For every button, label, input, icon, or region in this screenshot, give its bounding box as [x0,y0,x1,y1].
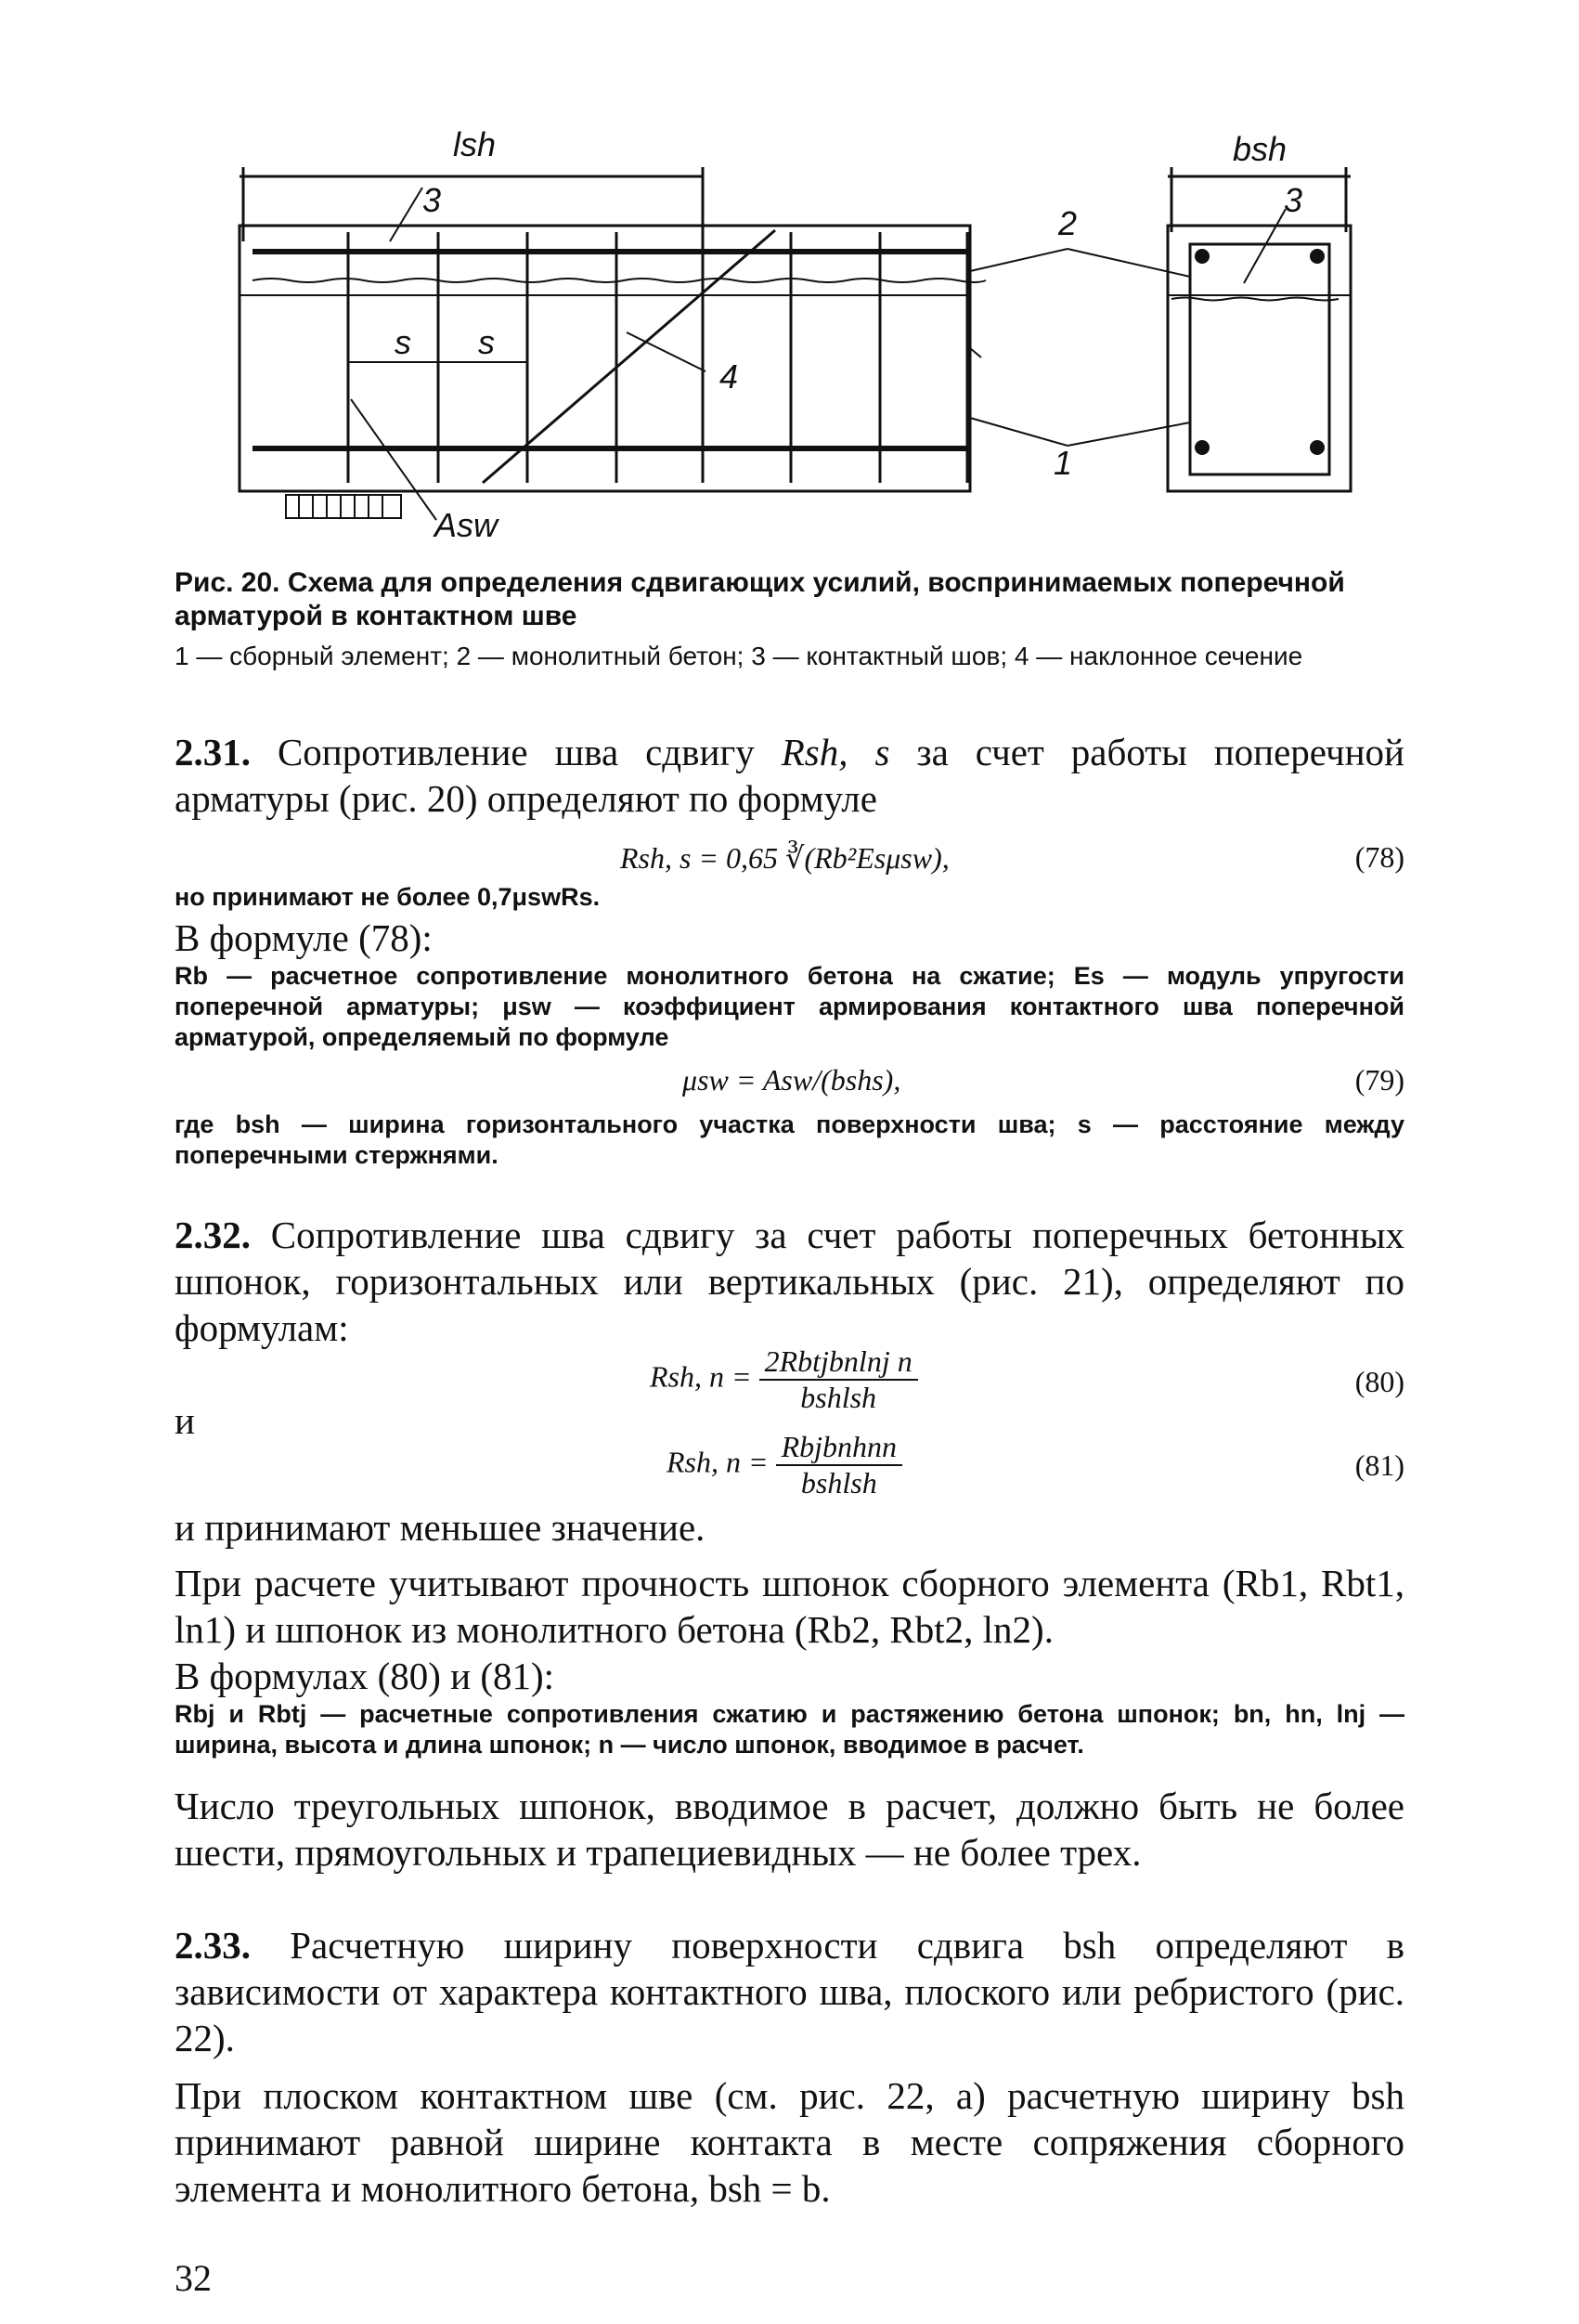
label-s-1: s [395,323,411,361]
formula-81-lhs: Rsh, n = [667,1445,769,1479]
label-2: 2 [1058,204,1078,242]
text: за счет работы поперечной арматуры (рис. 20) определяют по формуле [175,731,1404,820]
label-4: 4 [719,357,739,396]
section-2-31-intro [175,729,1404,822]
formula-80 [650,1344,918,1415]
label-lsh: lsh [453,125,497,163]
formula-81-fraction [776,1430,902,1500]
formula-80-lhs: Rsh, n = [650,1359,752,1394]
take-min-text: и принимают меньшее значение. [175,1506,705,1549]
formula-80-fraction [759,1344,918,1415]
formula-81 [667,1430,902,1500]
formula-80-81-definitions: Rbj и Rbtj — расчетные сопротивления сжатию и растяжению бетона шпонок; bn, hn, lnj — ширина, высота и длина шпонок; n — число шпонок, вводимое в расчет. [175,1700,1404,1759]
section-number: 2.32. [175,1214,251,1256]
section-2-33-intro [175,1922,1404,2061]
figure-caption-title: Рис. 20. Схема для определения сдвигающих усилий, воспринимаемых поперечной арматурой в контактном шве [175,567,1345,631]
formula-80-denominator: bshlsh [800,1381,877,1414]
section-2-32-intro [175,1212,1404,1351]
limit-text: но принимают не более 0,7μswRs. [175,883,601,911]
and-text: и [175,1399,195,1442]
key-count-text: Число треугольных шпонок, вводимое в расчет, должно быть не более шести, прямоугольных и трапециевидных — не более трех. [175,1785,1404,1874]
formula-79: μsw = Asw/(bshs), [682,1063,901,1097]
label-bsh: bsh [1233,130,1288,168]
label-asw: Asw [434,506,498,544]
flat-seam-text: При плоском контактном шве (см. рис. 22, а) расчетную ширину bsh принимают равной ширине контакта в месте сопряжения сборного элемента и монолитного бетона, bsh = b. [175,2074,1404,2210]
label-3-right: 3 [1284,181,1303,219]
text: Сопротивление шва сдвигу за счет работы поперечных бетонных шпонок, горизонтальных или вертикальных (рис. 21), определяют по формулам: [175,1214,1404,1349]
formula-81-denominator: bshlsh [800,1466,877,1500]
where-text: где bsh — ширина горизонтального участка поверхности шва; s — расстояние между поперечными стержнями. [175,1110,1404,1169]
section-number: 2.33. [175,1924,251,1967]
account-text: При расчете учитывают прочность шпонок сборного элемента (Rb1, Rbt1, ln1) и шпонок из монолитного бетона (Rb2, Rbt2, ln2). [175,1562,1404,1651]
eq-number-78: (78) [1354,840,1404,874]
in-formula-78: В формуле (78): [175,916,433,959]
eq-number-81: (81) [1354,1448,1404,1482]
formula-80-numerator: 2Rbtjbnlnj n [759,1344,918,1381]
eq-number-80: (80) [1354,1365,1404,1398]
figure-caption-legend: 1 — сборный элемент; 2 — монолитный бетон; 3 — контактный шов; 4 — наклонное сечение [175,642,1303,670]
formula-78-definitions: Rb — расчетное сопротивление монолитного бетона на сжатие; Es — модуль упругости поперечной арматуры; μsw — коэффициент армирования контактного шва поперечной арматурой, определяемый по формуле [175,962,1404,1051]
section-number: 2.31. [175,731,251,773]
text: Сопротивление шва сдвигу [251,731,782,773]
in-formulas-80-81: В формулах (80) и (81): [175,1655,555,1697]
formula-81-numerator: Rbjbnhnn [776,1430,902,1466]
label-3-left: 3 [422,181,442,219]
text: Расчетную ширину поверхности сдвига bsh определяют в зависимости от характера контактного шва, плоского или ребристого (рис. 22). [175,1924,1404,2059]
formula-78: Rsh, s = 0,65 ∛(Rb²Esμsw), [620,841,950,875]
label-1: 1 [1054,444,1073,482]
symbol: Rsh, s [781,731,890,773]
eq-number-79: (79) [1354,1063,1404,1097]
page-number: 32 [175,2257,212,2299]
label-s-2: s [478,323,495,361]
figure-20-diagram [0,0,1579,576]
